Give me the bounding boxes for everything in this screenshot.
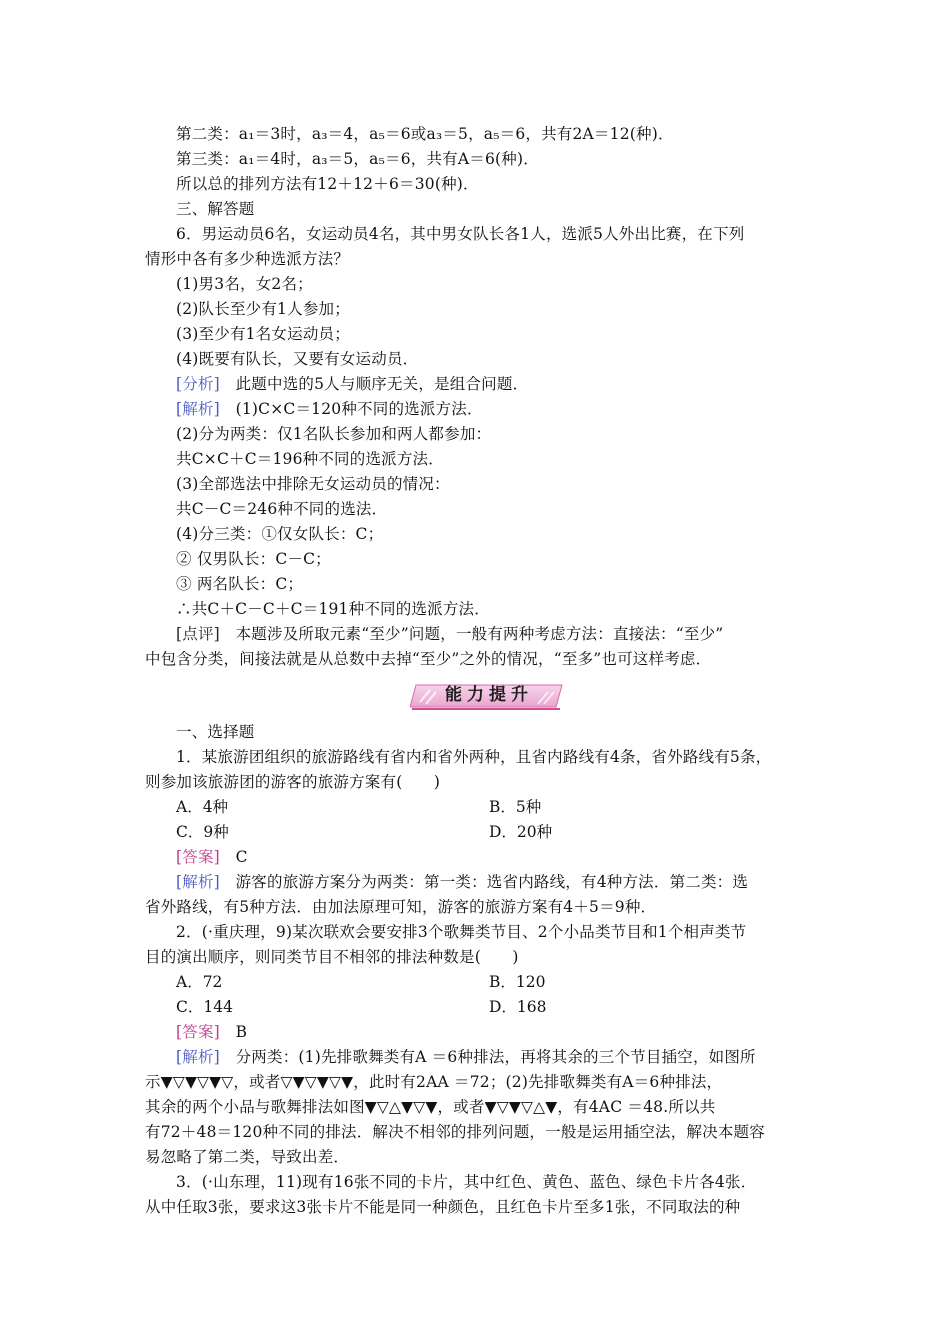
option-a: A．72 [176, 973, 223, 991]
text-line: ② 仅男队长：C－C； [176, 550, 331, 568]
text-line: (2)分为两类：仅1名队长参加和两人都参加： [176, 425, 492, 443]
section-banner [410, 682, 568, 712]
question-text: 情形中各有多少种选派方法？ [145, 250, 350, 268]
analysis-text: 此题中选的5人与顺序无关，是组合问题． [219, 375, 529, 393]
analysis-tag: [分析] [176, 375, 220, 393]
solution-text: 分两类：(1)先排歌舞类有A ＝6种排法，再将其余的三个节目插空，如图所 [219, 1048, 756, 1066]
solution-line [176, 872, 748, 892]
solution-tag: [解析] [176, 873, 220, 891]
option-b: B．5种 [489, 798, 542, 816]
option-c: C．9种 [176, 823, 229, 841]
question-text: 目的演出顺序，则同类节目不相邻的排法种数是( ) [145, 948, 519, 966]
text-line: 其余的两个小品与歌舞排法如图▼▽△▼▽▼，或者▼▽▼▽△▼，有4AC ＝48.所以共 [145, 1098, 716, 1116]
option-a: A．4种 [176, 798, 229, 816]
text-line: 第三类：a₁＝4时，a₃＝5，a₅＝6，共有A＝6(种)． [176, 150, 539, 168]
answer-line [176, 847, 248, 867]
text-line: 共C×C＋C＝196种不同的选派方法． [176, 450, 444, 468]
option-d: D．168 [489, 998, 547, 1016]
sub-question: (4)既要有队长，又要有女运动员． [176, 350, 419, 368]
text-line: (4)分三类：①仅女队长：C； [176, 525, 384, 543]
question-text: 2．(·重庆理，9)某次联欢会要安排3个歌舞类节目、2个小品类节目和1个相声类节 [176, 923, 747, 941]
answer-text: B [219, 1023, 248, 1041]
solution-text: 游客的旅游方案分为两类：第一类：选省内路线，有4种方法．第二类：选 [219, 873, 749, 891]
sub-question: (2)队长至少有1人参加； [176, 300, 350, 318]
solution-line [176, 1047, 756, 1067]
answer-tag: [答案] [176, 1023, 220, 1041]
sub-question: (1)男3名，女2名； [176, 275, 313, 293]
answer-line [176, 1022, 247, 1042]
answer-tag: [答案] [176, 848, 220, 866]
question-text: 3．(·山东理，11)现有16张不同的卡片，其中红色、黄色、蓝色、绿色卡片各4张． [176, 1173, 757, 1191]
text-line: 第二类：a₁＝3时，a₃＝4，a₅＝6或a₃＝5，a₅＝6，共有2A＝12(种)． [176, 125, 674, 143]
question-text: 从中任取3张，要求这3张卡片不能是同一种颜色，且红色卡片至多1张，不同取法的种 [145, 1198, 741, 1216]
question-text: 则参加该旅游团的游客的旅游方案有( ) [145, 773, 441, 791]
comment-text: 本题涉及所取元素“至少”问题，一般有两种考虑方法：直接法：“至少” [219, 625, 724, 643]
text-line: ③ 两名队长：C； [176, 575, 304, 593]
text-line: ∴共C＋C－C＋C＝191种不同的选派方法． [176, 600, 490, 618]
solution-line [176, 399, 483, 419]
text-line: 有72＋48＝120种不同的排法．解决不相邻的排列问题，一般是运用插空法，解决本题容 [145, 1123, 765, 1141]
banner-title: 能力提升 [445, 685, 533, 705]
text-line: 省外路线，有5种方法．由加法原理可知，游客的旅游方案有4＋5＝9种． [145, 898, 657, 916]
solution-tag: [解析] [176, 400, 220, 418]
comment-line [176, 624, 723, 644]
solution-text: (1)C×C＝120种不同的选派方法． [219, 400, 483, 418]
text-line: (3)全部选法中排除无女运动员的情况： [176, 475, 450, 493]
analysis-line [176, 374, 528, 394]
sub-question: (3)至少有1名女运动员； [176, 325, 350, 343]
section-heading: 三、解答题 [176, 200, 255, 218]
text-line: 所以总的排列方法有12＋12＋6＝30(种)． [176, 175, 479, 193]
comment-tag: [点评] [176, 625, 220, 643]
option-b: B．120 [489, 973, 546, 991]
text-line: 共C－C＝246种不同的选法． [176, 500, 388, 518]
question-text: 1．某旅游团组织的旅游路线有省内和省外两种，且省内路线有4条，省外路线有5条， [176, 748, 772, 766]
text-line: 易忽略了第二类，导致出差． [145, 1148, 350, 1166]
solution-tag: [解析] [176, 1048, 220, 1066]
option-c: C．144 [176, 998, 233, 1016]
text-line: 示▼▽▼▽▼▽，或者▽▼▽▼▽▼，此时有2AA ＝72；(2)先排歌舞类有A＝6种排法， [145, 1073, 723, 1091]
section-heading: 一、选择题 [176, 723, 255, 741]
option-d: D．20种 [489, 823, 553, 841]
question-text: 6．男运动员6名，女运动员4名，其中男女队长各1人，选派5人外出比赛，在下列 [176, 225, 745, 243]
answer-text: C [219, 848, 248, 866]
text-line: 中包含分类，间接法就是从总数中去掉“至少”之外的情况，“至多”也可这样考虑． [145, 650, 712, 668]
